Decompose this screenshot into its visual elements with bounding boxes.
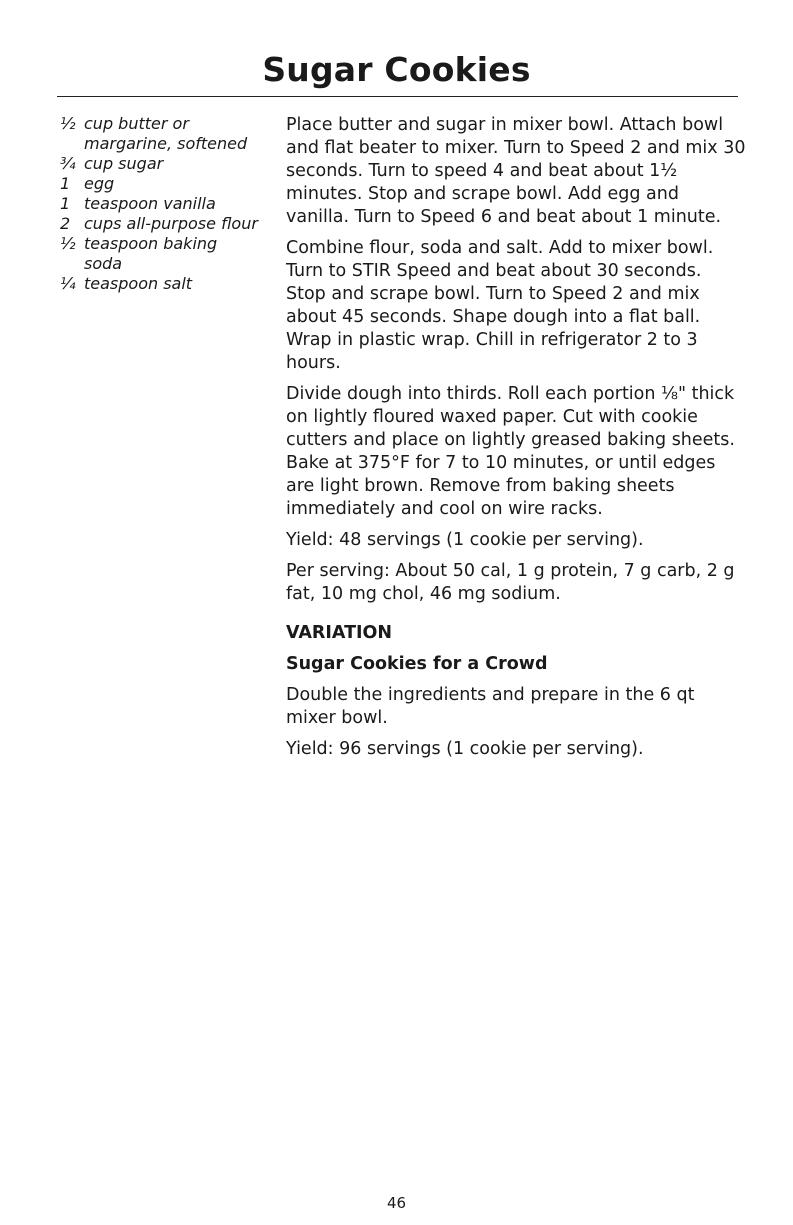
ingredient-item xyxy=(60,174,260,194)
ingredient-item xyxy=(60,214,260,234)
variation-text: Double the ingredients and prepare in the 6 qt mixer bowl. xyxy=(286,685,695,728)
ingredient-amount: 1 xyxy=(60,194,71,213)
ingredient-amount: 1 xyxy=(60,174,71,193)
ingredient-amount: ½ xyxy=(60,234,76,253)
page-title: Sugar Cookies xyxy=(262,50,531,89)
method-paragraph: Divide dough into thirds. Roll each portion ⅛" thick on lightly floured waxed paper. Cut with cookie cutters and place on lightly greased baking sheets. Bake at 375°F for 7 to 10 minutes, or until edges are light brown. Remove from baking sheets immediately and cool on wire racks. xyxy=(286,384,735,519)
ingredient-text: cup butter or margarine, softened xyxy=(84,114,248,153)
page-number: 46 xyxy=(386,1194,407,1212)
ingredient-amount: 2 xyxy=(60,214,71,233)
ingredient-text: teaspoon baking soda xyxy=(84,234,218,273)
variation-subheading: Sugar Cookies for a Crowd xyxy=(286,654,548,674)
method-paragraph: Combine flour, soda and salt. Add to mixer bowl. Turn to STIR Speed and beat about 30 seconds. Stop and scrape bowl. Turn to Speed 2 and mix about 45 seconds. Shape dough into a flat ball. Wrap in plastic wrap. Chill in refrigerator 2 to 3 hours. xyxy=(286,238,714,373)
ingredient-item xyxy=(60,274,260,294)
method-paragraph: Place butter and sugar in mixer bowl. Attach bowl and flat beater to mixer. Turn to Speed 2 and mix 30 seconds. Turn to speed 4 and beat about 1½ minutes. Stop and scrape bowl. Add egg and vanilla. Turn to Speed 6 and beat about 1 minute. xyxy=(286,115,746,227)
ingredient-item xyxy=(60,154,260,174)
variation-yield: Yield: 96 servings (1 cookie per serving). xyxy=(286,739,644,759)
ingredient-text: cups all-purpose flour xyxy=(84,214,258,233)
title-divider xyxy=(57,96,738,97)
ingredient-text: cup sugar xyxy=(84,154,164,173)
ingredient-amount: ¾ xyxy=(60,154,76,173)
ingredient-text: teaspoon salt xyxy=(84,274,193,293)
nutrition-text: Per serving: About 50 cal, 1 g protein, 7 g carb, 2 g fat, 10 mg chol, 46 mg sodium. xyxy=(286,561,735,604)
ingredient-list xyxy=(60,114,260,294)
ingredient-amount: ¼ xyxy=(60,274,76,293)
ingredient-text: egg xyxy=(84,174,115,193)
method-column xyxy=(286,114,746,769)
ingredient-text: teaspoon vanilla xyxy=(84,194,216,213)
ingredient-amount: ½ xyxy=(60,114,76,133)
ingredient-item xyxy=(60,194,260,214)
ingredient-item xyxy=(60,114,260,154)
variation-heading: VARIATION xyxy=(286,623,393,643)
yield-text: Yield: 48 servings (1 cookie per serving). xyxy=(286,530,644,550)
ingredient-item xyxy=(60,234,260,274)
